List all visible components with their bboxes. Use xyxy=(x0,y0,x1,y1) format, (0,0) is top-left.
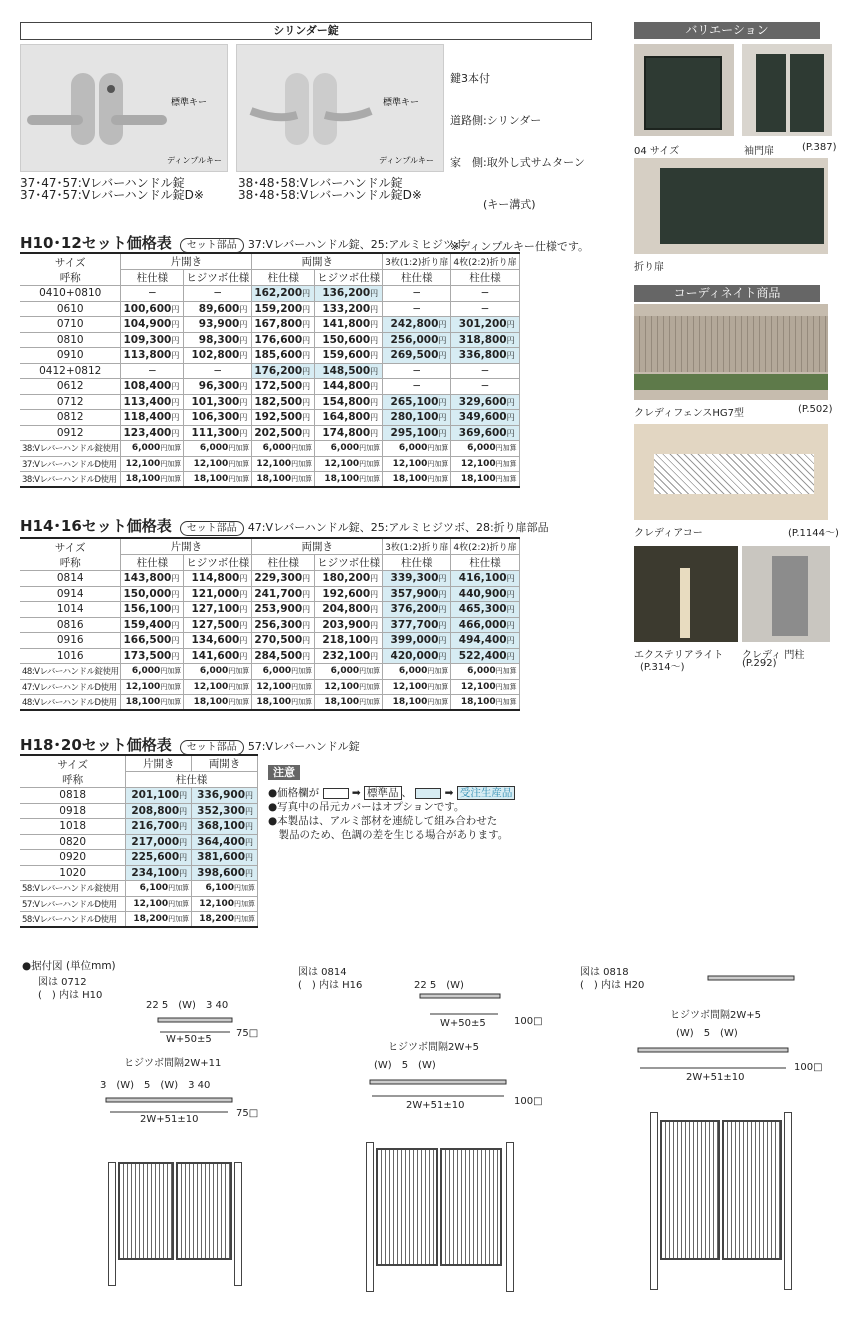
svg-text:ヒジツボ間隔2W+5: ヒジツボ間隔2W+5 xyxy=(670,1010,761,1021)
light-icon xyxy=(680,568,690,638)
svg-text:100□: 100□ xyxy=(794,1062,823,1073)
caution-line-4: 製品のため、色調の差を生じる場合があります。 xyxy=(268,829,509,841)
dimple-key-label: ディンプルキー xyxy=(167,156,223,165)
variation-side-gate-page: (P.387) xyxy=(802,142,837,153)
table-row: 0812 118,400円 106,300円 192,500円 164,800円 280,100円 349,600円 xyxy=(20,410,519,426)
table-row: 0820 217,000円 364,400円 xyxy=(20,834,258,850)
cylinder-title: シリンダー錠 xyxy=(20,22,592,40)
light-page: (P.314〜) xyxy=(640,662,685,673)
fence-page: (P.502) xyxy=(798,404,833,415)
hedge-icon xyxy=(634,374,828,390)
post-icon xyxy=(234,1162,242,1286)
gate-post-photo xyxy=(742,546,830,642)
table-row: 37:VレバーハンドルD使用 12,100円加算 12,100円加算 12,100円加算 12,100円加算 12,100円加算 12,100円加算 xyxy=(20,456,519,472)
table-row: 1014 156,100円 127,100円 253,900円 204,800円 376,200円 465,300円 xyxy=(20,602,519,618)
custom-swatch xyxy=(415,788,441,799)
note-line: ※ディンプルキー仕様です。 xyxy=(450,240,590,253)
caption-line: 38･48･58:Vレバーハンドル錠D※ xyxy=(238,188,422,202)
set-parts-tag: セット部品 xyxy=(180,238,244,253)
note-line: 道路側:シリンダー xyxy=(450,114,542,127)
install-line: 図は 0814 xyxy=(298,967,347,978)
light-caption: エクステリアライト xyxy=(634,650,724,661)
variation-04-photo xyxy=(634,44,734,136)
accordion-gate-photo xyxy=(634,424,828,520)
svg-text:ヒジツボ間隔2W+11: ヒジツボ間隔2W+11 xyxy=(124,1058,222,1069)
svg-text:ヒジツボ間隔2W+5: ヒジツボ間隔2W+5 xyxy=(388,1042,479,1053)
install-d2-label xyxy=(298,966,362,992)
variation-side-gate-caption: 袖門扉 xyxy=(744,146,774,157)
svg-text:2W+51±10: 2W+51±10 xyxy=(140,1114,199,1125)
post-icon xyxy=(108,1162,116,1286)
table-row: 38:VレバーハンドルD使用 18,100円加算 18,100円加算 18,100円加算 18,100円加算 18,100円加算 18,100円加算 xyxy=(20,472,519,488)
accordion-caption: クレディアコー xyxy=(634,528,703,539)
caption-left xyxy=(20,177,204,201)
custom-label: 受注生産品 xyxy=(457,786,516,800)
table-row: 0816 159,400円 127,500円 256,300円 203,900円 377,700円 466,000円 xyxy=(20,617,519,633)
gate-icon xyxy=(376,1148,438,1266)
coordinate-header: コーディネイト商品 xyxy=(634,285,820,302)
gate-icon xyxy=(118,1162,174,1260)
table-row: 0814 143,800円 114,800円 229,300円 180,200円 339,300円 416,100円 xyxy=(20,571,519,587)
table-row: 0610 100,600円 89,600円 159,200円 133,200円 − − xyxy=(20,301,519,317)
std-key-label: 標準キー xyxy=(383,98,420,108)
gate-icon xyxy=(722,1120,782,1260)
note-line: (キー溝式) xyxy=(450,198,536,211)
svg-text:2W+51±10: 2W+51±10 xyxy=(406,1100,465,1111)
h18-price-table: サイズ 呼称 片開き 両開き 柱仕様 0818 201,100円 336,900円 0918 208,800円 352,300円 1018 216,700円 368,100円 0820 217,000円 364,400円 0920 225,600円 381,600円 1020 234,100円 398,600円 58:Vレバーハンドル錠使用 6,100円加算 6,100円加算 57:VレバーハンドルD使用 12,100円加算 12,100円加算 58:VレバーハンドルD使用 18,200円加算 18,200円加算 xyxy=(20,754,258,928)
standard-swatch xyxy=(323,788,349,799)
table-row: 1016 173,500円 141,600円 284,500円 232,100円 420,000円 522,400円 xyxy=(20,648,519,664)
table-row: 38:Vレバーハンドル錠使用 6,000円加算 6,000円加算 6,000円加算 6,000円加算 6,000円加算 6,000円加算 xyxy=(20,441,519,457)
table-row: 0710 104,900円 93,900円 167,800円 141,800円 242,800円 301,200円 xyxy=(20,317,519,333)
col-size: サイズ 呼称 xyxy=(20,538,121,571)
note-line: 家 側:取外し式サムターン xyxy=(450,156,585,169)
col-size: サイズ 呼称 xyxy=(20,253,121,286)
caution-line-1: ●価格欄が ➡ 標準品 、 ➡ 受注生産品 xyxy=(268,786,538,800)
accordion-page: (P.1144〜) xyxy=(788,528,839,539)
variation-fold-photo xyxy=(634,158,828,254)
cylinder-notes xyxy=(450,44,589,268)
post-icon xyxy=(366,1142,374,1292)
table-row: 0910 113,800円 102,800円 185,600円 159,600円 269,500円 336,800円 xyxy=(20,348,519,364)
section-title-text: H18･20セット価格表 xyxy=(20,736,172,754)
set-parts-tag: セット部品 xyxy=(180,740,244,755)
variation-fold-caption: 折り扉 xyxy=(634,262,664,273)
gate-icon xyxy=(176,1162,232,1260)
caution-box xyxy=(268,766,538,842)
table-row: 0410+0810 − − 162,200円 136,200円 − − xyxy=(20,286,519,302)
svg-text:(W) 5 (W): (W) 5 (W) xyxy=(374,1060,436,1071)
install-line: 図は 0818 xyxy=(580,967,629,978)
post-icon xyxy=(784,1112,792,1290)
std-key-label: 標準キー xyxy=(171,98,208,108)
gate-icon xyxy=(756,54,786,132)
post-icon xyxy=(650,1112,658,1290)
lever-handle-icon xyxy=(21,45,229,173)
table-row: 0712 113,400円 101,300円 182,500円 154,800円 265,100円 329,600円 xyxy=(20,394,519,410)
variation-side-gate-photo xyxy=(742,44,832,136)
install-d3-label xyxy=(580,966,644,992)
svg-text:W+50±5: W+50±5 xyxy=(440,1018,486,1029)
install-line: ( ) 内は H10 xyxy=(38,990,103,1001)
lever-handle-photo-left xyxy=(20,44,228,172)
table-row: 0918 208,800円 352,300円 xyxy=(20,803,258,819)
table-row: 1018 216,700円 368,100円 xyxy=(20,819,258,835)
svg-text:100□: 100□ xyxy=(514,1016,543,1027)
set-parts-tag: セット部品 xyxy=(180,521,244,536)
section-title-text: H14･16セット価格表 xyxy=(20,517,172,535)
caption-right xyxy=(238,177,422,201)
svg-text:(W) 5 (W): (W) 5 (W) xyxy=(676,1028,738,1039)
gate-icon xyxy=(790,54,824,132)
svg-text:75□: 75□ xyxy=(236,1028,259,1039)
table-row: 0916 166,500円 134,600円 270,500円 218,100円 399,000円 494,400円 xyxy=(20,633,519,649)
fence-photo xyxy=(634,304,828,400)
section-title-text: H10･12セット価格表 xyxy=(20,234,172,252)
gate-icon xyxy=(440,1148,502,1266)
fence-icon xyxy=(634,316,828,372)
accordion-gate-icon xyxy=(654,454,814,494)
h14-title xyxy=(20,515,549,536)
install-line: ( ) 内は H20 xyxy=(580,980,645,991)
svg-text:3 (W) 5 (W) 3 40: 3 (W) 5 (W) 3 40 xyxy=(100,1080,211,1091)
table-row: 57:VレバーハンドルD使用 12,100円加算 12,100円加算 xyxy=(20,896,258,912)
set-parts-text: 57:Vレバーハンドル錠 xyxy=(247,740,360,753)
post-page: (P.292) xyxy=(742,658,777,669)
table-row: 1020 234,100円 398,600円 xyxy=(20,865,258,881)
caution-line-2: ●写真中の吊元カバーはオプションです。 xyxy=(268,801,465,813)
install-line: 図は 0712 xyxy=(38,977,87,988)
lever-handle-photo-right xyxy=(236,44,444,172)
variation-header: バリエーション xyxy=(634,22,820,39)
table-row: 0612 108,400円 96,300円 172,500円 144,800円 − − xyxy=(20,379,519,395)
set-parts-text: 37:Vレバーハンドル錠、25:アルミヒジツボ xyxy=(247,238,465,251)
install-line: ( ) 内は H16 xyxy=(298,980,363,991)
dimple-key-label: ディンプルキー xyxy=(379,156,435,165)
fence-caption: クレディフェンスHG7型 xyxy=(634,408,745,419)
svg-text:22 5 (W): 22 5 (W) xyxy=(414,980,464,991)
post-icon xyxy=(506,1142,514,1292)
standard-label: 標準品 xyxy=(364,786,402,800)
table-row: 0920 225,600円 381,600円 xyxy=(20,850,258,866)
caution-text: 、 xyxy=(401,787,412,799)
svg-text:W+50±5: W+50±5 xyxy=(166,1034,212,1045)
table-row: 0412+0812 − − 176,200円 148,500円 − − xyxy=(20,363,519,379)
gate-icon xyxy=(644,56,722,130)
table-row: 48:Vレバーハンドル錠使用 6,000円加算 6,000円加算 6,000円加算 6,000円加算 6,000円加算 6,000円加算 xyxy=(20,664,519,680)
table-row: 0914 150,000円 121,000円 241,700円 192,600円 357,900円 440,900円 xyxy=(20,586,519,602)
set-parts-text: 47:Vレバーハンドル錠、25:アルミヒジツボ、28:折り扉部品 xyxy=(247,521,549,534)
table-row: 0912 123,400円 111,300円 202,500円 174,800円 295,100円 369,600円 xyxy=(20,425,519,441)
table-row: 48:VレバーハンドルD使用 18,100円加算 18,100円加算 18,100円加算 18,100円加算 18,100円加算 18,100円加算 xyxy=(20,695,519,711)
svg-text:100□: 100□ xyxy=(514,1096,543,1107)
post-caption: クレディ 門柱 xyxy=(742,650,805,661)
svg-text:2W+51±10: 2W+51±10 xyxy=(686,1072,745,1083)
gate-icon xyxy=(660,1120,720,1260)
caption-line: 37･47･57:Vレバーハンドル錠 xyxy=(20,176,185,190)
table-row: 47:VレバーハンドルD使用 12,100円加算 12,100円加算 12,100円加算 12,100円加算 12,100円加算 12,100円加算 xyxy=(20,679,519,695)
variation-04-caption: 04 サイズ xyxy=(634,146,680,157)
lever-handle-icon xyxy=(237,45,445,173)
h14-price-table: サイズ 呼称 片開き 両開き 3枚(1:2)折り扉 4枚(2:2)折り扉 柱仕様 ヒジツボ仕様 柱仕様 ヒジツボ仕様 柱仕様 柱仕様 0814 143,800円 114,800円 229,300円 180,200円 339,300円 416,100円 0914 150,000円 121,000円 241,700円 192,600円 357,900円 440,900円 1014 156,100円 127,100円 253,900円 204,800円 376,200円 465,300円 0816 159,400円 127,500円 256,300円 203,900円 377,700円 466,000円 0916 166,500円 134,600円 270,500円 218,100円 399,000円 494,400円 1016 173,500円 141,600円 284,500円 232,100円 420,000円 522,400円 48:Vレバーハンドル錠使用 6,000円加算 6,000円加算 6,000円加算 6,000円加算 6,000円加算 6,000円加算 47:VレバーハンドルD使用 12,100円加算 12,100円加算 12,100円加算 12,100円加算 12,100円加算 12,100円加算 48:VレバーハンドルD使用 18,100円加算 18,100円加算 18,100円加算 18,100円加算 18,100円加算 18,100円加算 xyxy=(20,537,520,711)
caption-line: 37･47･57:Vレバーハンドル錠D※ xyxy=(20,188,204,202)
svg-text:22 5 (W) 3 40: 22 5 (W) 3 40 xyxy=(146,1000,229,1011)
install-title: ●据付図 (単位mm) xyxy=(22,960,116,972)
caution-label: 注意 xyxy=(268,765,300,780)
table-row: 0810 109,300円 98,300円 176,600円 150,600円 256,000円 318,800円 xyxy=(20,332,519,348)
caution-line-3: ●本製品は、アルミ部材を連続して組み合わせた xyxy=(268,815,498,827)
post-icon xyxy=(772,556,808,636)
h10-title xyxy=(20,232,465,253)
caution-text: ●価格欄が xyxy=(268,787,320,799)
note-line: 鍵3本付 xyxy=(450,72,490,85)
svg-text:75□: 75□ xyxy=(236,1108,259,1119)
h18-title xyxy=(20,734,360,755)
gate-icon xyxy=(660,168,824,244)
exterior-light-photo xyxy=(634,546,738,642)
table-row: 58:VレバーハンドルD使用 18,200円加算 18,200円加算 xyxy=(20,912,258,928)
table-row: 0818 201,100円 336,900円 xyxy=(20,788,258,804)
table-row: 58:Vレバーハンドル錠使用 6,100円加算 6,100円加算 xyxy=(20,881,258,897)
h10-price-table: サイズ 呼称 片開き 両開き 3枚(1:2)折り扉 4枚(2:2)折り扉 柱仕様 ヒジツボ仕様 柱仕様 ヒジツボ仕様 柱仕様 柱仕様 0410+0810 − − 162,200円 136,200円 − − 0610 100,600円 89,600円 159,200円 133,200円 − − 0710 104,900円 93,900円 167,800円 141,800円 242,800円 301,200円 0810 109,300円 98,300円 176,600円 150,600円 256,000円 318,800円 0910 113,800円 102,800円 185,600円 159,600円 269,500円 336,800円 0412+0812 − − 176,200円 148,500円 − − 0612 108,400円 96,300円 172,500円 144,800円 − − 0712 113,400円 101,300円 182,500円 154,800円 265,100円 329,600円 0812 118,400円 106,300円 192,500円 164,800円 280,100円 349,600円 0912 123,400円 111,300円 202,500円 174,800円 295,100円 369,600円 38:Vレバーハンドル錠使用 6,000円加算 6,000円加算 6,000円加算 6,000円加算 6,000円加算 6,000円加算 37:VレバーハンドルD使用 12,100円加算 12,100円加算 12,100円加算 12,100円加算 12,100円加算 12,100円加算 38:VレバーハンドルD使用 18,100円加算 18,100円加算 18,100円加算 18,100円加算 18,100円加算 18,100円加算 xyxy=(20,252,520,488)
caption-line: 38･48･58:Vレバーハンドル錠 xyxy=(238,176,403,190)
